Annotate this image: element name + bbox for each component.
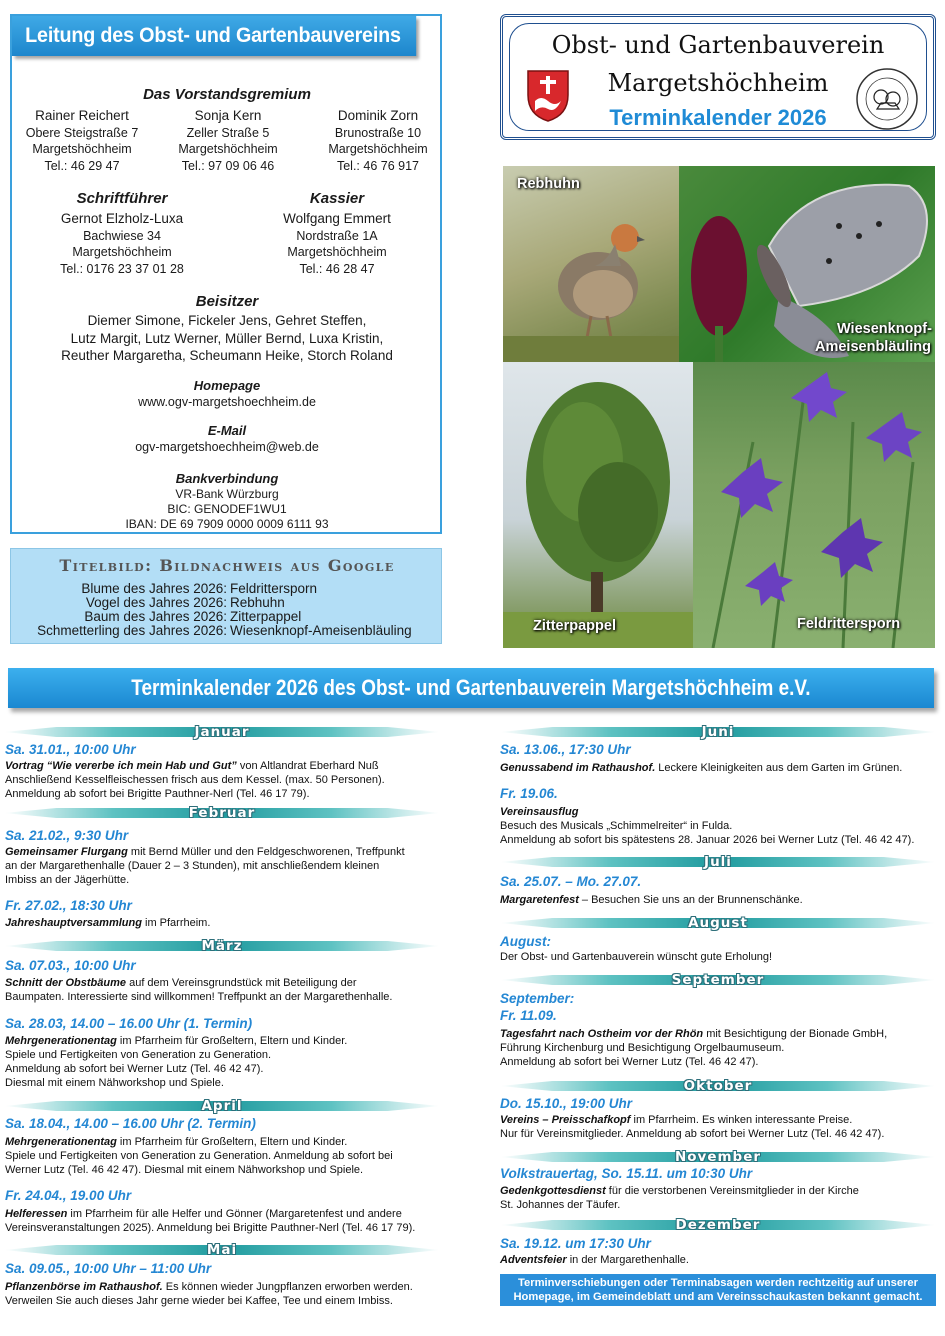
event-text-feb-1: Gemeinsamer Flurgang mit Bernd Müller und den Feldgeschworenen, Treffpunkt an der Margarethenhalle (Dauer 2 – 3 Stunden), mit anschließendem kleinen Imbiss an der Jägerhütte. (5, 846, 405, 886)
event-text-apr-1: Mehrgenerationentag im Pfarrheim für Großeltern, Eltern und Kinder. Spiele und Fertigkeiten von Generation zu Generation. Anmeldung ab sofort bei Werner Lutz (Tel. 46 42 47). Diesmal mit einem Nähworkshop und Spiele. (5, 1136, 393, 1176)
event-date-sep-1a: September: (500, 991, 575, 1006)
month-bar-juni: Juni (500, 725, 936, 739)
schriftfuehrer: Gernot Elzholz-Luxa Bachwiese 34 Margetshöchheim Tel.: 0176 23 37 01 28 (60, 211, 184, 276)
event-date-jun-1: Sa. 13.06., 17:30 Uhr (500, 742, 631, 757)
month-bar-juli: Juli (500, 855, 936, 869)
calendar-column-left (4, 0, 444, 1336)
event-date-apr-2: Fr. 24.04., 19.00 Uhr (5, 1188, 132, 1203)
event-date-mar-2: Sa. 28.03, 14.00 – 16.00 Uhr (1. Termin) (5, 1016, 253, 1031)
event-text-mar-1: Schnitt der Obstbäume auf dem Vereinsgrundstück mit Beteiligung der Baumpaten. Interessierte sind willkommen! Treffpunkt an der Margarethenhalle. (5, 977, 393, 1003)
event-text-mai-1: Pflanzenbörse im Rathaushof. Es können wieder Jungpflanzen erworben werden. Verweilen Sie auch dieses Jahr gerne wieder bei Kaffee, Tee und einem Imbiss. (5, 1281, 413, 1307)
calendar-column-right (500, 0, 940, 1336)
event-text-apr-2: Helferessen im Pfarrheim für alle Helfer und Gönner (Margaretenfest und andere Vereinsveranstaltungen 2025). Anmeldung bei Brigitte Pauthner-Nerl (Tel. 46 17 79). (5, 1208, 416, 1234)
label-zitterpappel: Zitterpappel (533, 618, 616, 634)
schriftfuehrer-heading: Schriftführer (76, 190, 168, 207)
event-text-jun-1: Genussabend im Rathaushof. Leckere Kleinigkeiten aus dem Garten im Grünen. (500, 762, 903, 774)
beisitzer-list: Diemer Simone, Fickeler Jens, Gehret Steffen, Lutz Margit, Lutz Werner, Müller Bernd, Luxa Kristin, Reuther Margaretha, Scheumann Heike, Storch Roland (61, 313, 393, 363)
event-date-okt-1: Do. 15.10., 19:00 Uhr (500, 1096, 633, 1111)
label-rebhuhn: Rebhuhn (517, 176, 580, 192)
event-text-jun-2: Vereinsausflug Besuch des Musicals „Schimmelreiter“ in Fulda. Anmeldung ab sofort bis spätestens 28. Januar 2026 bei Werner Lutz (Tel. 46 42 47). (500, 806, 915, 846)
leitung-title: Leitung des Obst- und Gartenbauvereins (12, 16, 416, 56)
titelbild-box: Titelbild: Bildnachweis aus Google Blume des Jahres 2026: Feldrittersporn Vogel des Jahres 2026: Rebhuhn Baum des Jahres 2026: Zitterpappel Schmetterling des Jahres 2026: Wiesenknopf-Ameisenbläuling (10, 548, 442, 644)
event-date-jul-1: Sa. 25.07. – Mo. 27.07. (500, 874, 642, 889)
event-date-aug-1: August: (500, 934, 551, 949)
event-text-mar-2: Mehrgenerationentag im Pfarrheim für Großeltern, Eltern und Kinder. Spiele und Fertigkeiten von Generation zu Generation. Anmeldung ab sofort bei Werner Lutz (Tel. 46 42 47). Diesmal mit einem Nähworkshop und Spiele. (5, 1035, 348, 1089)
event-date-nov-1: Volkstrauertag, So. 15.11. um 10:30 Uhr (500, 1166, 753, 1181)
month-bar-november: November (500, 1150, 936, 1164)
kassier-heading: Kassier (309, 190, 365, 207)
titelbild-heading: Titelbild: Bildnachweis aus Google (59, 556, 395, 575)
event-date-mar-1: Sa. 07.03., 10:00 Uhr (5, 958, 136, 973)
event-text-nov-1: Gedenkgottesdienst für die verstorbenen Vereinsmitglieder in der Kirche St. Johannes der Täufer. (500, 1185, 859, 1211)
event-date-dez-1: Sa. 19.12. um 17:30 Uhr (500, 1236, 651, 1251)
bank-details: VR-Bank Würzburg BIC: GENODEF1WU1 IBAN: DE 69 7909 0000 0009 6111 93 (125, 487, 329, 531)
event-date-feb-1: Sa. 21.02., 9:30 Uhr (5, 828, 129, 843)
kassier: Wolfgang Emmert Nordstraße 1A Margetshöchheim Tel.: 46 28 47 (283, 211, 391, 276)
event-date-feb-2: Fr. 27.02., 18:30 Uhr (5, 898, 132, 913)
month-bar-april: April (4, 1099, 440, 1113)
bank-heading: Bankverbindung (175, 471, 279, 486)
vorstand-heading: Das Vorstandsgremium (143, 86, 311, 103)
month-bar-dezember: Dezember (500, 1218, 936, 1232)
label-wiesenknopf-1: Wiesenknopf- (837, 321, 932, 337)
label-wiesenknopf-2: Ameisenbläuling (815, 339, 932, 355)
vorstand-2: Sonja Kern Zeller Straße 5 Margetshöchheim Tel.: 97 09 06 46 (178, 108, 278, 173)
label-feldrittersporn: Feldrittersporn (797, 616, 901, 632)
event-text-jul-1: Margaretenfest – Besuchen Sie uns an der Brunnenschänke. (500, 894, 803, 906)
event-text-aug-1: Der Obst- und Gartenbauverein wünscht gute Erholung! (500, 951, 773, 963)
calendar-title: Terminkalender 2026 (609, 105, 827, 130)
beisitzer-heading: Beisitzer (195, 293, 259, 310)
homepage-link[interactable]: www.ogv-margetshoechheim.de (138, 395, 316, 409)
month-bar-august: August (500, 916, 936, 930)
event-date-mai-1: Sa. 09.05., 10:00 Uhr – 11:00 Uhr (5, 1261, 212, 1276)
footer-note: Terminverschiebungen oder Terminabsagen werden rechtzeitig auf unserer Homepage, im Gemeindeblatt und am Vereinsschaukasten bekannt gemacht. (500, 1274, 936, 1306)
event-text-jan-1: Vortrag “Wie vererbe ich mein Hab und Gut” von Altlandrat Eberhard Nuß Anschließend Kesselfleischessen frisch aus dem Kessel. (max. 50 Personen). Anmeldung ab sofort bei Brigitte Pauthner-Nerl (Tel. 46 17 79). (5, 760, 385, 800)
month-bar-september: September (500, 973, 936, 987)
email-link[interactable]: ogv-margetshoechheim@web.de (135, 440, 319, 454)
email-heading: E-Mail (207, 423, 247, 438)
terminkalender-banner: Terminkalender 2026 des Obst- und Gartenbauverein Margetshöchheim e.V. (8, 668, 934, 708)
club-name-line2: Margetshöchheim (607, 69, 829, 97)
vorstand-1: Rainer Reichert Obere Steigstraße 7 Margetshöchheim Tel.: 46 29 47 (25, 108, 139, 173)
event-text-sep-1: Tagesfahrt nach Ostheim vor der Rhön mit Besichtigung der Bionade GmbH, Führung Kirchenburg und Besichtigung Orgelbaumuseum. Anmeldung ab sofort bei Werner Lutz (Tel. 46 42 47). (500, 1028, 888, 1068)
event-date-apr-1: Sa. 18.04., 14.00 – 16.00 Uhr (2. Termin) (5, 1116, 256, 1131)
event-date-jan-1: Sa. 31.01., 10:00 Uhr (5, 742, 136, 757)
event-date-sep-1b: Fr. 11.09. (500, 1008, 557, 1023)
month-bar-mai: Mai (4, 1243, 440, 1257)
event-text-feb-2: Jahreshauptversammlung im Pfarrheim. (5, 917, 211, 929)
homepage-heading: Homepage (193, 378, 261, 393)
month-bar-januar: Januar (4, 725, 440, 739)
month-bar-februar: Februar (4, 806, 440, 820)
event-text-okt-1: Vereins – Preisschafkopf im Pfarrheim. Es winken interessante Preise. Nur für Vereinsmitglieder. Anmeldung ab sofort bei Werner Lutz (Tel. 46 42 47). (500, 1114, 885, 1140)
month-bar-oktober: Oktober (500, 1079, 936, 1093)
event-date-jun-2: Fr. 19.06. (500, 786, 558, 801)
month-bar-maerz: März (4, 939, 440, 953)
club-name-line1: Obst- und Gartenbauverein (551, 31, 885, 59)
event-text-dez-1: Adventsfeier in der Margarethenhalle. (500, 1254, 689, 1266)
vorstand-3: Dominik Zorn Brunostraße 10 Margetshöchheim Tel.: 46 76 917 (328, 108, 428, 173)
